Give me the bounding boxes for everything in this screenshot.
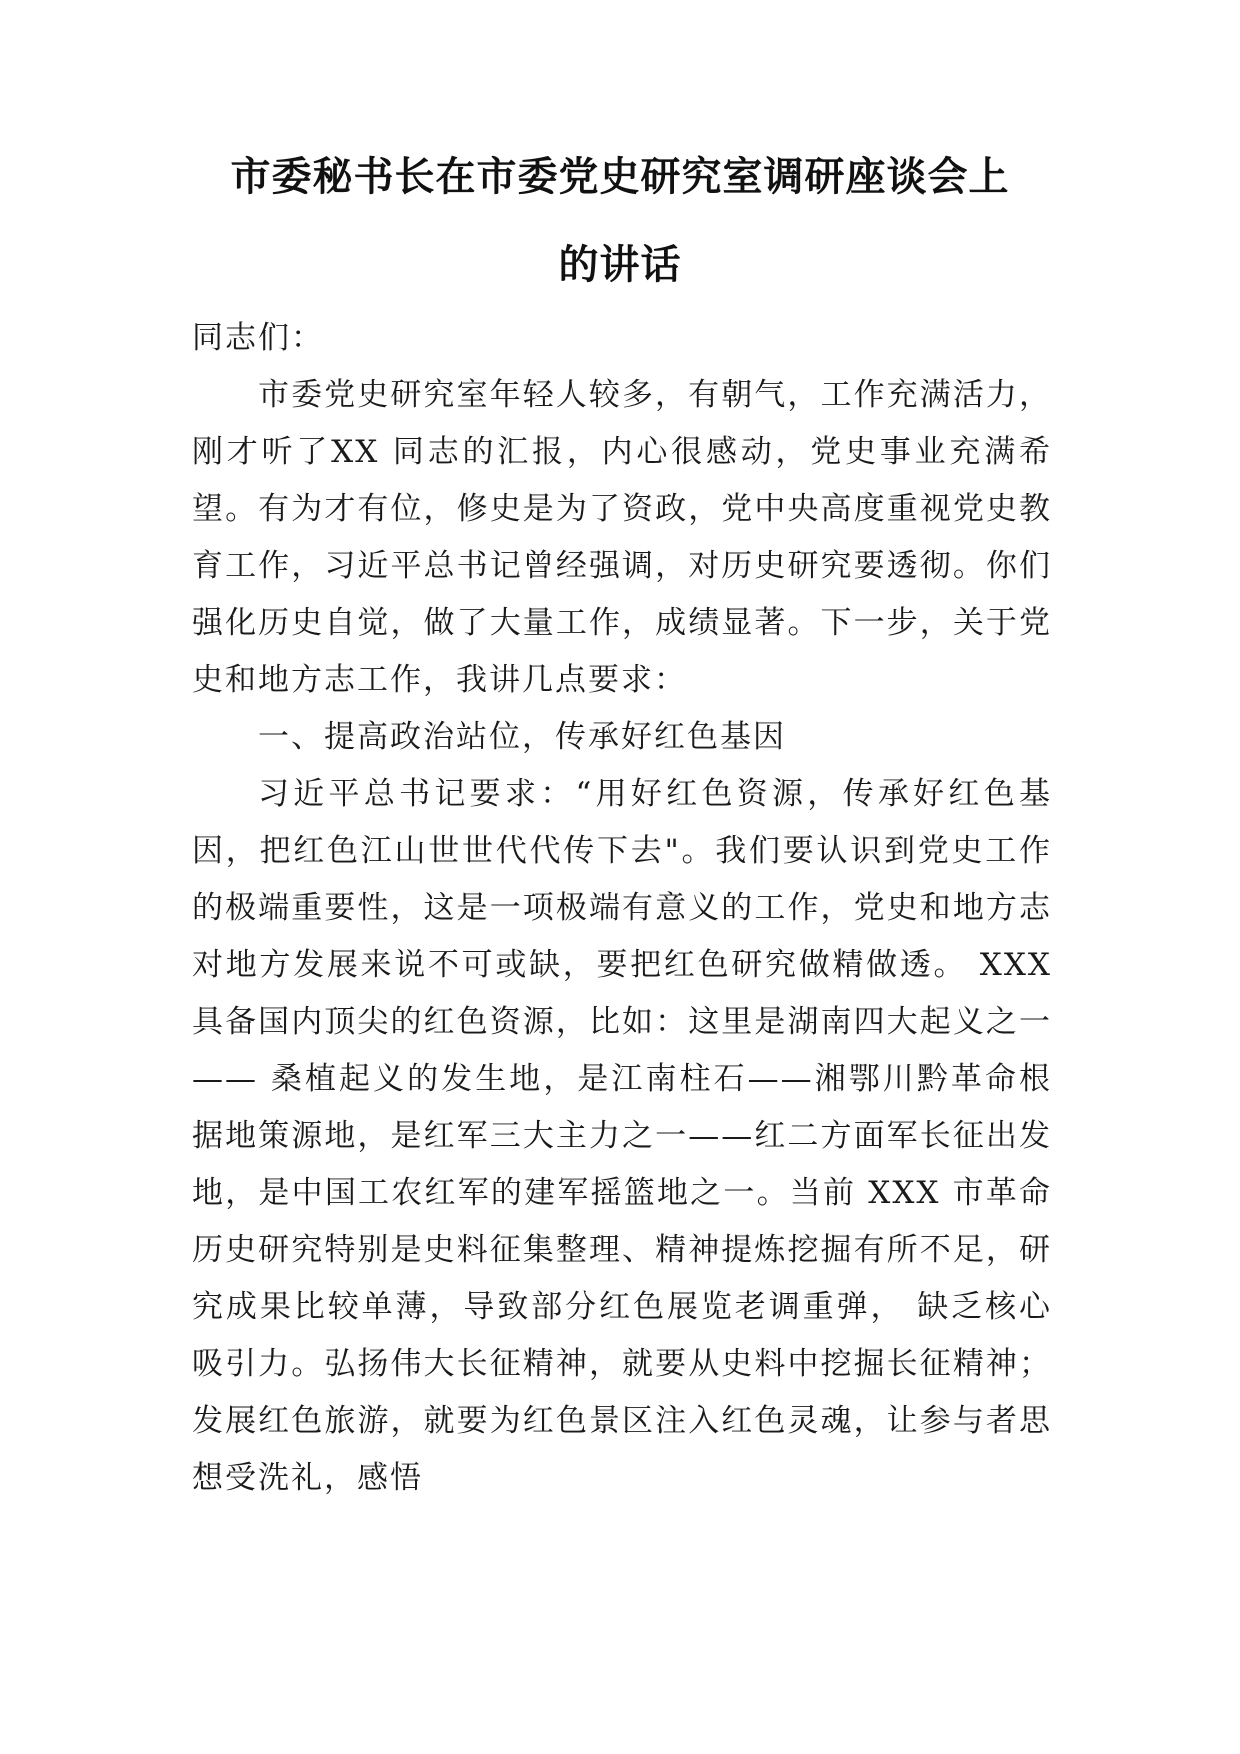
section-heading-1: 一、提高政治站位，传承好红色基因 [258,719,786,755]
document-title-line1: 市委秘书长在市委党史研究室调研座谈会上 [230,154,1010,200]
paragraph-intro: 市委党史研究室年轻人较多，有朝气，工作充满活力，刚才听了XX 同志的汇报，内心很感动，党史事业充满希望。有为才有位，修史是为了资政，党中央高度重视党史教育工作，习近平总书记曾经强调，对历史研究要透彻。你们强化历史自觉，做了大量工作，成绩显著。下一步，关于党史和地方志工作，我讲几点要求： [192,377,1052,698]
salutation: 同志们： [192,320,324,356]
paragraph-section-1: 习近平总书记要求：“用好红色资源，传承好红色基因，把红色江山世世代代传下去"。我们要认识到党史工作的极端重要性，这是一项极端有意义的工作，党史和地方志对地方发展来说不可或缺，要把红色研究做精做透。 XXX 具备国内顶尖的红色资源，比如：这里是湖南四大起义之一—— 桑植起义的发生地，是江南柱石——湘鄂川黔革命根据地策源地，是红军三大主力之一——红二方面军长征出发地，是中国工农红军的建军摇篮地之一。当前 XXX 市革命历史研究特别是史料征集整理、精神提炼挖掘有所不足，研究成果比较单薄，导致部分红色展览老调重弹， 缺乏核心吸引力。弘扬伟大长征精神，就要从史料中挖掘长征精神；发展红色旅游，就要为红色景区注入红色灵魂，让参与者思想受洗礼，感悟 [192,776,1052,1496]
document-body [192,310,1052,1507]
document-title-line2: 的讲话 [558,242,682,288]
